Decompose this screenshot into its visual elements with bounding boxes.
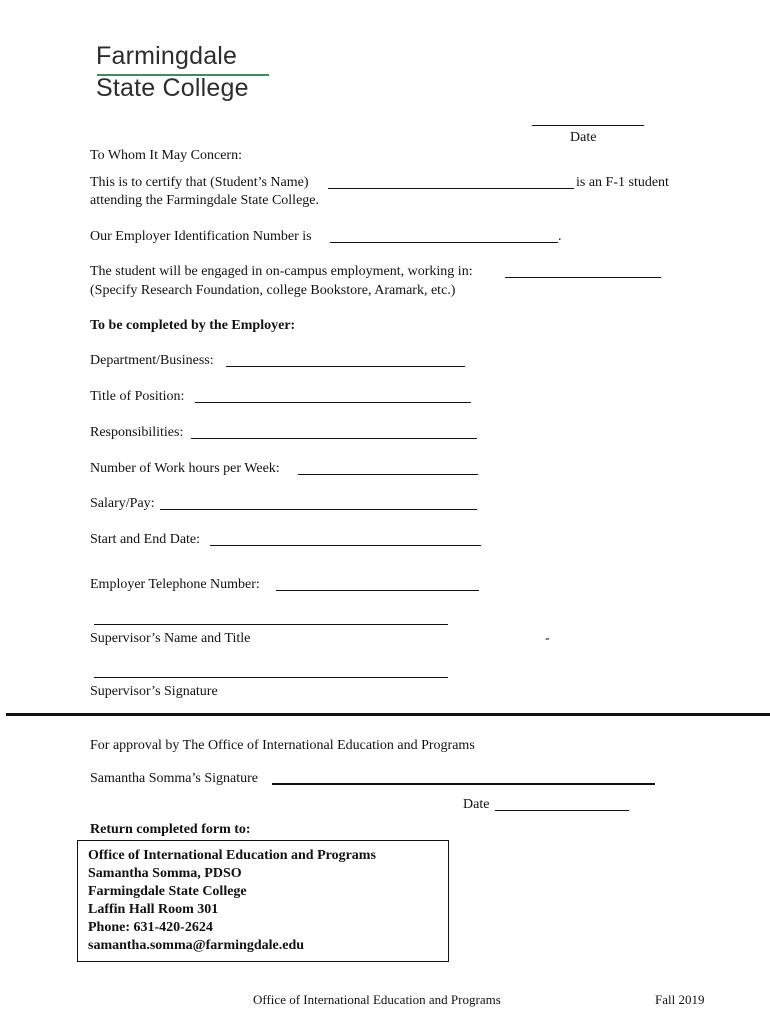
phone-label: Employer Telephone Number: (90, 577, 260, 592)
approval-text: For approval by The Office of International Education and Programs (90, 738, 475, 753)
title-label: Title of Position: (90, 389, 185, 404)
engaged-line2: (Specify Research Foundation, college Bookstore, Aramark, etc.) (90, 283, 456, 298)
college-logo-line1: Farmingdale (96, 42, 238, 70)
phone-line[interactable] (276, 590, 479, 591)
address-line-office: Office of International Education and Programs (88, 848, 376, 863)
supervisor-name-label: Supervisor’s Name and Title (90, 631, 251, 646)
section-divider (6, 713, 770, 716)
date-line[interactable] (532, 125, 644, 126)
address-line-email[interactable]: samantha.somma@farmingdale.edu (88, 938, 305, 953)
hours-line[interactable] (298, 474, 478, 475)
ein-label: Our Employer Identification Number is (90, 229, 312, 244)
responsibilities-label: Responsibilities: (90, 425, 184, 440)
footer-office: Office of International Education and Programs (253, 992, 501, 1007)
responsibilities-line[interactable] (191, 438, 477, 439)
return-address-box (77, 840, 449, 962)
address-line-phone: Phone: 631-420-2624 (88, 920, 213, 935)
stray-dash: - (545, 631, 550, 646)
dates-line[interactable] (210, 545, 481, 546)
engaged-line1: The student will be engaged in on-campus employment, working in: (90, 264, 473, 279)
address-line-room: Laffin Hall Room 301 (88, 902, 219, 917)
address-line-name: Samantha Somma, PDSO (88, 866, 242, 881)
footer-term: Fall 2019 (655, 992, 705, 1007)
supervisor-name-line[interactable] (94, 624, 448, 625)
hours-label: Number of Work hours per Week: (90, 461, 280, 476)
return-heading: Return completed form to: (90, 822, 251, 837)
somma-signature-label: Samantha Somma’s Signature (90, 771, 258, 786)
workplace-line[interactable] (505, 277, 661, 278)
certify-line2: attending the Farmingdale State College. (90, 193, 319, 208)
ein-period: . (558, 229, 562, 244)
supervisor-signature-line[interactable] (94, 677, 448, 678)
somma-signature-line[interactable] (272, 783, 655, 785)
salary-line[interactable] (160, 509, 477, 510)
ein-line[interactable] (330, 242, 558, 243)
title-line[interactable] (195, 402, 471, 403)
student-name-line[interactable] (328, 188, 574, 189)
salary-label: Salary/Pay: (90, 496, 155, 511)
department-label: Department/Business: (90, 353, 214, 368)
department-line[interactable] (226, 366, 465, 367)
approval-date-label: Date (463, 797, 490, 812)
college-logo-line2: State College (96, 74, 249, 102)
salutation: To Whom It May Concern: (90, 148, 242, 163)
date-label: Date (570, 130, 597, 145)
certify-suffix: is an F-1 student (576, 175, 669, 190)
supervisor-signature-label: Supervisor’s Signature (90, 684, 218, 699)
dates-label: Start and End Date: (90, 532, 201, 547)
certify-prefix: This is to certify that (Student’s Name) (90, 175, 309, 190)
approval-date-line[interactable] (495, 810, 629, 811)
address-line-college: Farmingdale State College (88, 884, 247, 899)
employer-heading: To be completed by the Employer: (90, 318, 296, 333)
